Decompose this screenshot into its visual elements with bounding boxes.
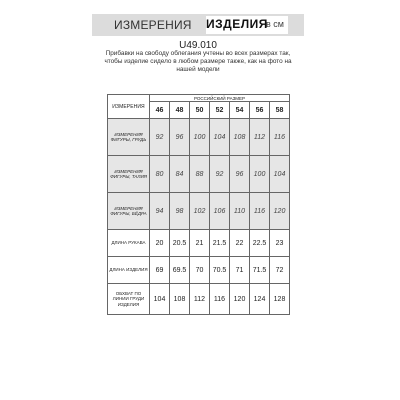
title-highlight-box bbox=[206, 16, 288, 34]
value-cell: 104 bbox=[210, 119, 230, 156]
value-cell: 70 bbox=[190, 257, 210, 284]
value-cell: 102 bbox=[190, 193, 210, 230]
value-cell: 124 bbox=[250, 284, 270, 315]
value-cell: 92 bbox=[150, 119, 170, 156]
row-label: ДЛИНА РУКАВА bbox=[108, 230, 150, 257]
value-cell: 21 bbox=[190, 230, 210, 257]
value-cell: 108 bbox=[230, 119, 250, 156]
title-unit: в см bbox=[266, 19, 284, 29]
table-row bbox=[108, 257, 290, 284]
russian-size-header: РОССИЙСКИЙ РАЗМЕР bbox=[150, 95, 290, 102]
size-header-cell: 58 bbox=[270, 102, 290, 119]
value-cell: 96 bbox=[170, 119, 190, 156]
value-cell: 20.5 bbox=[170, 230, 190, 257]
size-table bbox=[107, 94, 290, 315]
value-cell: 94 bbox=[150, 193, 170, 230]
row-label: ИЗМЕРЕНИЯ ФИГУРЫ, ТАЛИЯ bbox=[108, 156, 150, 193]
size-header-cell: 50 bbox=[190, 102, 210, 119]
value-cell: 100 bbox=[190, 119, 210, 156]
value-cell: 69.5 bbox=[170, 257, 190, 284]
value-cell: 71 bbox=[230, 257, 250, 284]
size-header-cell: 46 bbox=[150, 102, 170, 119]
table-row bbox=[108, 284, 290, 315]
value-cell: 92 bbox=[210, 156, 230, 193]
value-cell: 112 bbox=[190, 284, 210, 315]
value-cell: 116 bbox=[210, 284, 230, 315]
value-cell: 116 bbox=[270, 119, 290, 156]
value-cell: 88 bbox=[190, 156, 210, 193]
value-cell: 22 bbox=[230, 230, 250, 257]
size-header-cell: 54 bbox=[230, 102, 250, 119]
product-code: U49.010 bbox=[179, 40, 217, 51]
value-cell: 120 bbox=[270, 193, 290, 230]
fit-note: Прибавки на свободу облегания учтены во всех размерах так, чтобы изделие сидело в любом размере также, как на фото на нашей модели bbox=[104, 50, 292, 73]
row-label: ИЗМЕРЕНИЯ ФИГУРЫ, БЁДРА bbox=[108, 193, 150, 230]
value-cell: 84 bbox=[170, 156, 190, 193]
size-header-cell: 48 bbox=[170, 102, 190, 119]
table-row bbox=[108, 156, 290, 193]
table-row bbox=[108, 119, 290, 156]
value-cell: 106 bbox=[210, 193, 230, 230]
value-cell: 22.5 bbox=[250, 230, 270, 257]
size-header-cell: 52 bbox=[210, 102, 230, 119]
title-product: ИЗДЕЛИЯ bbox=[206, 17, 268, 31]
value-cell: 98 bbox=[170, 193, 190, 230]
table-row bbox=[108, 193, 290, 230]
header-row-group bbox=[108, 95, 290, 102]
size-chart-sheet bbox=[92, 0, 304, 400]
value-cell: 70.5 bbox=[210, 257, 230, 284]
value-cell: 112 bbox=[250, 119, 270, 156]
value-cell: 21.5 bbox=[210, 230, 230, 257]
value-cell: 96 bbox=[230, 156, 250, 193]
table-row bbox=[108, 230, 290, 257]
measurements-header: ИЗМЕРЕНИЯ bbox=[108, 95, 150, 119]
value-cell: 72 bbox=[270, 257, 290, 284]
value-cell: 108 bbox=[170, 284, 190, 315]
value-cell: 20 bbox=[150, 230, 170, 257]
value-cell: 100 bbox=[250, 156, 270, 193]
value-cell: 80 bbox=[150, 156, 170, 193]
row-label: ДЛИНА ИЗДЕЛИЯ bbox=[108, 257, 150, 284]
size-header-cell: 56 bbox=[250, 102, 270, 119]
value-cell: 110 bbox=[230, 193, 250, 230]
title-banner bbox=[92, 14, 304, 36]
title-measurements: ИЗМЕРЕНИЯ bbox=[114, 18, 192, 32]
row-label: ОБХВАТ ПО ЛИНИИ ГРУДИ ИЗДЕЛИЯ bbox=[108, 284, 150, 315]
value-cell: 71.5 bbox=[250, 257, 270, 284]
value-cell: 116 bbox=[250, 193, 270, 230]
value-cell: 69 bbox=[150, 257, 170, 284]
row-label: ИЗМЕРЕНИЯ ФИГУРЫ, ГРУДЬ bbox=[108, 119, 150, 156]
value-cell: 104 bbox=[270, 156, 290, 193]
value-cell: 23 bbox=[270, 230, 290, 257]
value-cell: 128 bbox=[270, 284, 290, 315]
value-cell: 104 bbox=[150, 284, 170, 315]
value-cell: 120 bbox=[230, 284, 250, 315]
